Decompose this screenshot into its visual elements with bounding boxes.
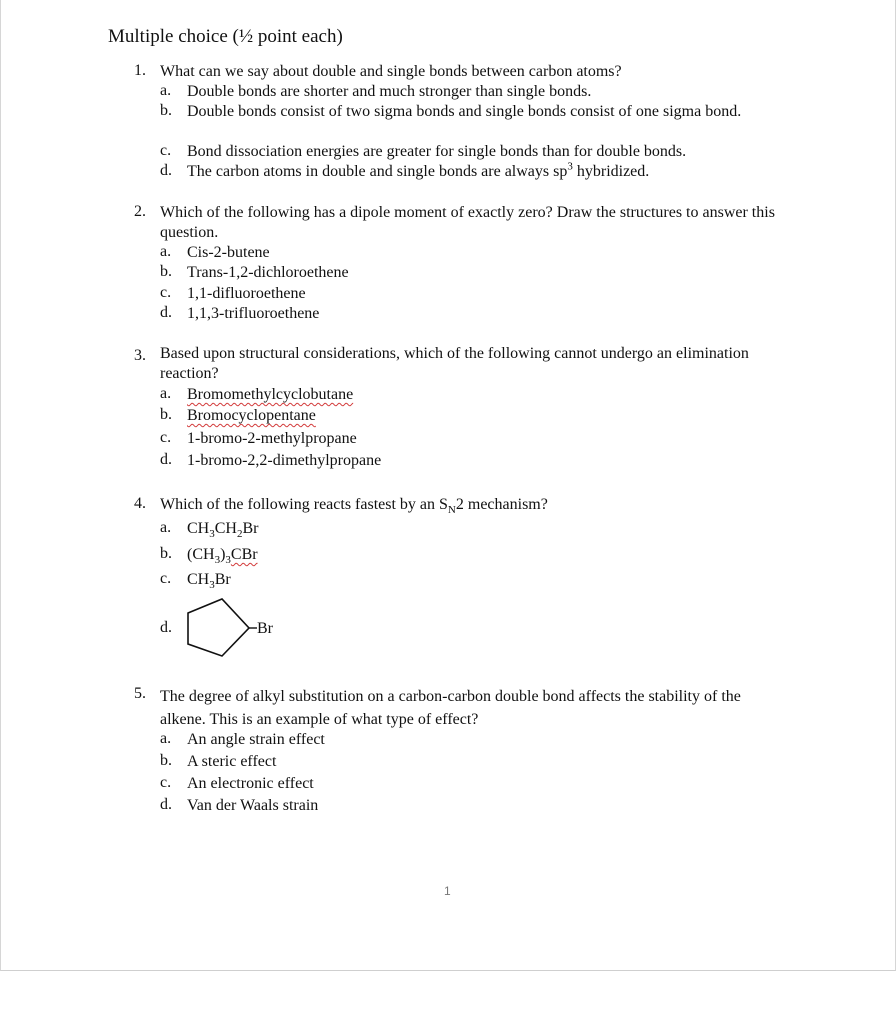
q1-option-c-text: Bond dissociation energies are greater for single bonds than for double bonds. xyxy=(187,143,687,160)
q1-option-c-letter: c. xyxy=(160,142,172,159)
q5-option-d-letter: d. xyxy=(160,796,172,813)
q3-option-d-text: 1-bromo-2,2-dimethylpropane xyxy=(187,452,382,469)
q5-option-a-letter: a. xyxy=(160,730,172,747)
q3-option-b-text xyxy=(187,406,767,426)
spellcheck-underline: CBr xyxy=(230,546,258,563)
q3-option-c-letter: c. xyxy=(160,429,172,446)
q4-option-b-letter: b. xyxy=(160,545,172,562)
q5-option-c-text: An electronic effect xyxy=(187,775,314,792)
q5-option-d-text: Van der Waals strain xyxy=(187,797,319,814)
q3-option-a-letter: a. xyxy=(160,385,172,402)
q5-option-a-text: An angle strain effect xyxy=(187,731,325,748)
q1-option-a-letter: a. xyxy=(160,82,172,99)
q2-option-b-text: Trans-1,2-dichloroethene xyxy=(187,264,349,281)
q3-option-d-letter: d. xyxy=(160,451,172,468)
page-number: 1 xyxy=(444,884,451,898)
q4-option-c-formula: $CH_3Br$ xyxy=(187,571,231,592)
q4-option-a-letter: a. xyxy=(160,519,172,536)
q1-option-b-letter: b. xyxy=(160,102,172,119)
q4-option-b-formula: $(CH_3)_3CBr$ xyxy=(187,546,258,567)
q4-option-a-formula: $CH_3CH_2Br$ xyxy=(187,520,259,541)
question-4-number: 4. xyxy=(134,495,146,512)
section-heading: Multiple choice (½ point each) xyxy=(108,26,343,47)
question-2-text: Which of the following has a dipole moment of exactly zero? Draw the structures to answer this question. xyxy=(160,204,775,241)
spellcheck-underline: Bromocyclopentane xyxy=(187,407,316,424)
question-5-number: 5. xyxy=(134,685,146,702)
question-1-number: 1. xyxy=(134,62,146,79)
q5-option-b-text: A steric effect xyxy=(187,753,277,770)
q2-option-b-letter: b. xyxy=(160,263,172,280)
q2-option-d-letter: d. xyxy=(160,304,172,321)
spellcheck-underline: Bromomethylcyclobutane xyxy=(187,386,354,403)
question-1-text: What can we say about double and single bonds between carbon atoms? xyxy=(160,63,622,80)
q1-option-d-text: The carbon atoms in double and single bonds are always $sp^3$ hybridized. xyxy=(187,160,650,180)
q1-option-a-text: Double bonds are shorter and much stronger than single bonds. xyxy=(187,83,592,100)
q2-option-c-text: 1,1-difluoroethene xyxy=(187,285,306,302)
question-3-text: Based upon structural considerations, which of the following cannot undergo an elimination reaction? xyxy=(160,345,749,382)
cyclopentyl-bromide-structure xyxy=(184,594,284,660)
question-3-number: 3. xyxy=(134,347,146,364)
q3-option-a-text xyxy=(187,385,767,405)
q2-option-c-letter: c. xyxy=(160,284,172,301)
cyclopentane-ring xyxy=(188,599,249,656)
q3-option-c-text: 1-bromo-2-methylpropane xyxy=(187,430,357,447)
q2-option-a-text: Cis-2-butene xyxy=(187,244,270,261)
bromine-label: Br xyxy=(257,620,273,637)
q3-option-b-letter: b. xyxy=(160,406,172,423)
q4-option-c-letter: c. xyxy=(160,570,172,587)
q1-option-d-letter: d. xyxy=(160,162,172,179)
q2-option-d-text: 1,1,3-trifluoroethene xyxy=(187,305,320,322)
question-5-text: The degree of alkyl substitution on a carbon-carbon double bond affects the stability of the alkene. This is an example of what type of effect? xyxy=(160,688,741,728)
q5-option-b-letter: b. xyxy=(160,752,172,769)
question-4-text: Which of the following reacts fastest by an $S_N2$ mechanism? xyxy=(160,496,548,517)
q5-option-c-letter: c. xyxy=(160,774,172,791)
q2-option-a-letter: a. xyxy=(160,243,172,260)
q1-option-b-text: Double bonds consist of two sigma bonds and single bonds consist of one sigma bond. xyxy=(187,103,742,120)
question-2-number: 2. xyxy=(134,203,146,220)
q4-option-d-letter: d. xyxy=(160,619,172,636)
